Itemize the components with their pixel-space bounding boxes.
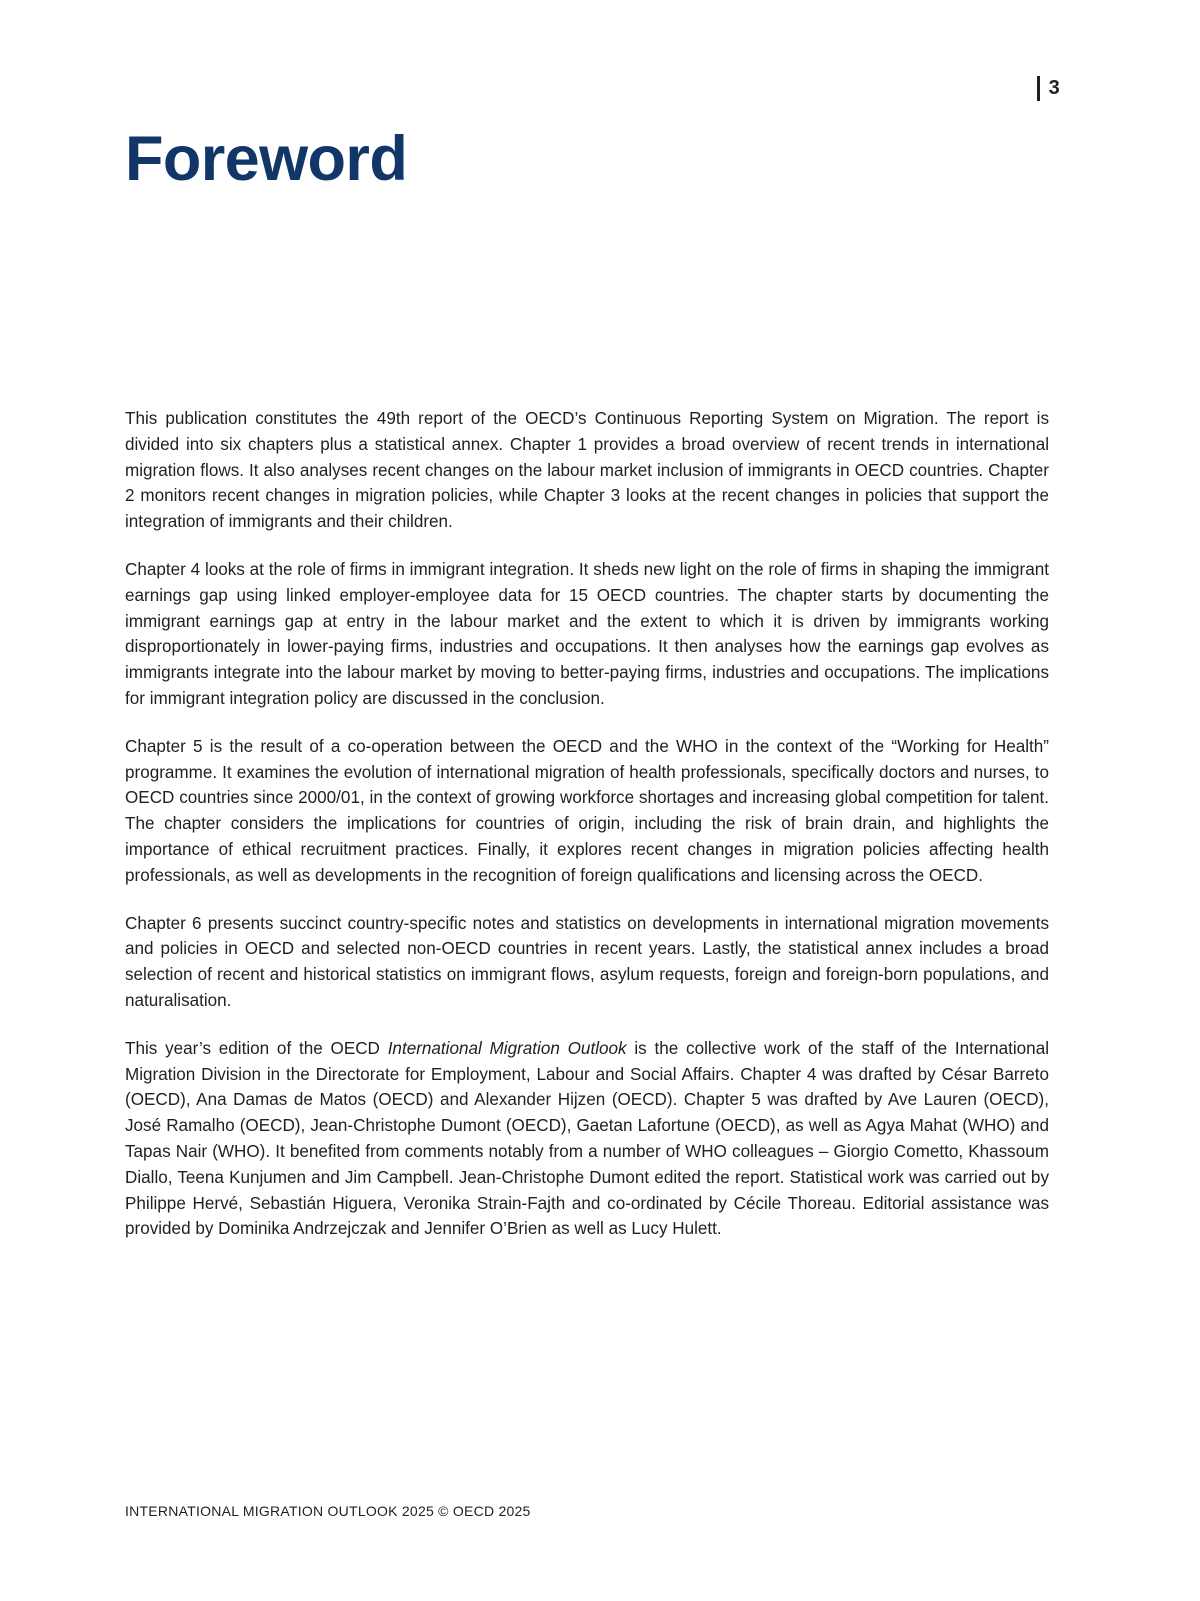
body-text-column [125, 406, 1049, 1242]
paragraph-chapter-5: Chapter 5 is the result of a co-operation between the OECD and the WHO in the context of the “Working for Health” programme. It examines the evolution of international migration of health professionals, specifically doctors and nurses, to OECD countries since 2000/01, in the context of growing workforce shortages and increasing global competition for talent. The chapter considers the implications for countries of origin, including the risk of brain drain, and highlights the importance of ethical recruitment practices. Finally, it explores recent changes in migration policies affecting health professionals, as well as developments in the recognition of foreign qualifications and licensing across the OECD. [125, 736, 1049, 885]
paragraph-chapter-4: Chapter 4 looks at the role of firms in immigrant integration. It sheds new light on the role of firms in shaping the immigrant earnings gap using linked employer-employee data for 15 OECD countries. The chapter starts by documenting the immigrant earnings gap at entry in the labour market and the extent to which it is driven by immigrants working disproportionately in lower-paying firms, industries and occupations. It then analyses how the earnings gap evolves as immigrants integrate into the labour market by moving to better-paying firms, industries and occupations. The implications for immigrant integration policy are discussed in the conclusion. [125, 559, 1049, 708]
paragraph-credits [125, 1036, 1049, 1242]
page-header [1037, 72, 1060, 104]
credits-rest: is the collective work of the staff of the International Migration Division in the Directorate for Employment, Labour and Social Affairs. Chapter 4 was drafted by César Barreto (OECD), Ana Damas de Matos (OECD) and Alexander Hijzen (OECD). Chapter 5 was drafted by Ave Lauren (OECD), José Ramalho (OECD), Jean-Christophe Dumont (OECD), Gaetan Lafortune (OECD), as well as Agya Mahat (WHO) and Tapas Nair (WHO). It benefited from comments notably from a number of WHO colleagues – Giorgio Cometto, Khassoum Diallo, Teena Kunjumen and Jim Campbell. Jean-Christophe Dumont edited the report. Statistical work was carried out by Philippe Hervé, Sebastián Higuera, Veronika Strain-Fajth and co-ordinated by Cécile Thoreau. Editorial assistance was provided by Dominika Andrzejczak and Jennifer O’Brien as well as Lucy Hulett. [125, 1038, 1049, 1239]
page-title: Foreword [125, 124, 408, 194]
vertical-rule-icon [1037, 76, 1040, 101]
paragraph-intro: This publication constitutes the 49th report of the OECD’s Continuous Reporting System on Migration. The report is divided into six chapters plus a statistical annex. Chapter 1 provides a broad overview of recent trends in international migration flows. It also analyses recent changes on the labour market inclusion of immigrants in OECD countries. Chapter 2 monitors recent changes in migration policies, while Chapter 3 looks at the recent changes in policies that support the integration of immigrants and their children. [125, 409, 1049, 532]
page-number: 3 [1048, 77, 1060, 99]
paragraph-chapter-6: Chapter 6 presents succinct country-specific notes and statistics on developments in international migration movements and policies in OECD and selected non-OECD countries in recent years. Lastly, the statistical annex includes a broad selection of recent and historical statistics on immigrant flows, asylum requests, foreign and foreign-born populations, and naturalisation. [125, 913, 1049, 1010]
publication-title-italic: International Migration Outlook [387, 1038, 627, 1058]
credits-lead-in: This year’s edition of the OECD [125, 1038, 388, 1058]
page-footer: INTERNATIONAL MIGRATION OUTLOOK 2025 © OECD 2025 [125, 1503, 531, 1519]
